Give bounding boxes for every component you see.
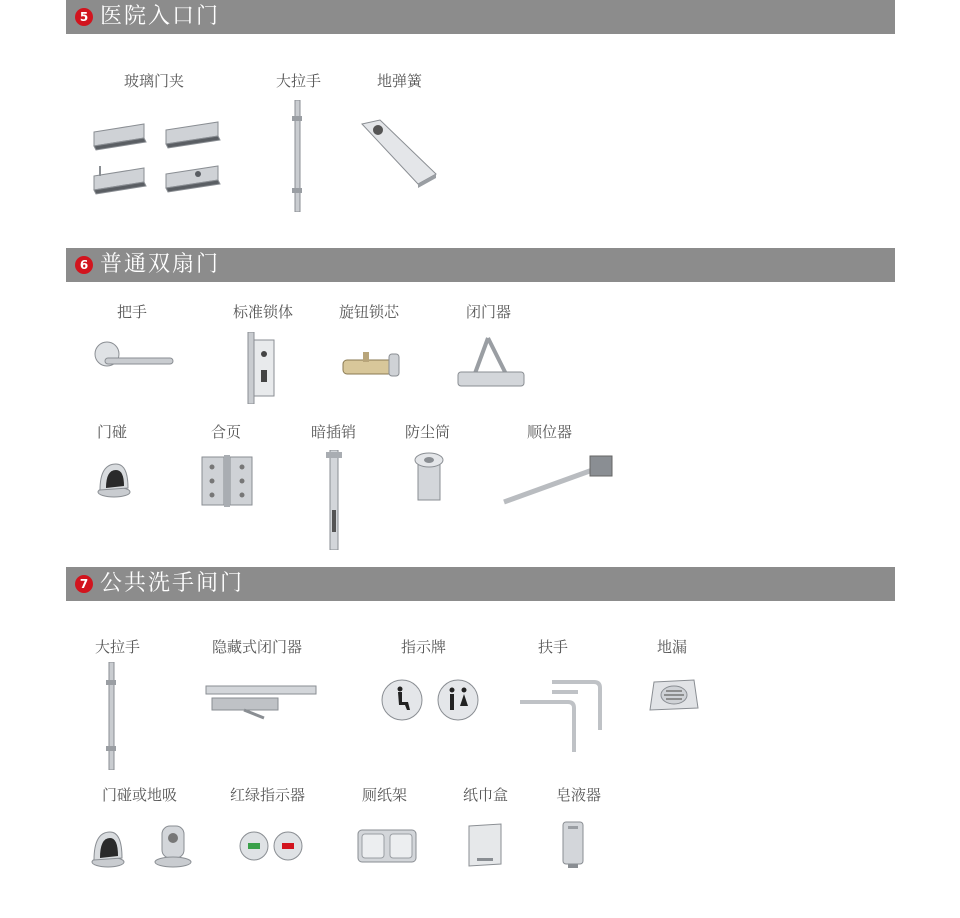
floor-drain-image bbox=[648, 678, 700, 712]
concealed-closer-image bbox=[204, 682, 318, 722]
section-title: 公共洗手间门 bbox=[100, 571, 245, 596]
door-coordinator-image bbox=[498, 452, 616, 508]
toilet-paper-holder-image bbox=[356, 826, 418, 866]
section-header-5 bbox=[66, 0, 895, 34]
product-label-soap-dispenser: 皂液器 bbox=[556, 786, 602, 804]
occupancy-indicator-image bbox=[238, 830, 306, 862]
lock-cylinder-image bbox=[341, 348, 401, 382]
hinge-image bbox=[200, 455, 254, 507]
product-label-pull-handle: 大拉手 bbox=[276, 72, 322, 90]
glass-clamp-image bbox=[90, 118, 225, 200]
pull-handle-image bbox=[290, 100, 306, 212]
section-header-6 bbox=[66, 248, 895, 282]
product-label-lever-handle: 把手 bbox=[117, 303, 148, 321]
product-label-door-stop: 门碰 bbox=[97, 423, 128, 441]
product-label-hinge: 合页 bbox=[211, 423, 242, 441]
product-label-door-stop-or-floor-holder: 门碰或地吸 bbox=[102, 786, 178, 804]
grab-bar-image bbox=[518, 676, 606, 754]
flush-bolt-image bbox=[324, 450, 344, 550]
product-label-pull-handle: 大拉手 bbox=[95, 638, 141, 656]
product-label-occupancy-indicator: 红绿指示器 bbox=[230, 786, 306, 804]
section-number-badge: 7 bbox=[75, 575, 93, 593]
product-label-flush-bolt: 暗插销 bbox=[311, 423, 357, 441]
product-label-floor-drain: 地漏 bbox=[657, 638, 688, 656]
product-label-door-closer: 闭门器 bbox=[466, 303, 512, 321]
door-stop-and-floor-holder-image bbox=[88, 822, 194, 868]
product-label-grab-bar: 扶手 bbox=[538, 638, 569, 656]
product-label-mortise-lock: 标准锁体 bbox=[233, 303, 294, 321]
lever-handle-image bbox=[93, 340, 175, 374]
sign-plates-image bbox=[380, 678, 480, 722]
product-label-toilet-paper-holder: 厕纸架 bbox=[362, 786, 408, 804]
mortise-lock-image bbox=[246, 332, 276, 404]
tissue-box-image bbox=[465, 822, 505, 868]
door-closer-image bbox=[456, 334, 526, 392]
product-label-floor-spring: 地弹簧 bbox=[377, 72, 423, 90]
product-label-concealed-closer: 隐藏式闭门器 bbox=[212, 638, 303, 656]
door-stop-image bbox=[94, 458, 134, 498]
dust-proof-socket-image bbox=[412, 450, 446, 502]
section-number-badge: 5 bbox=[75, 8, 93, 26]
soap-dispenser-image bbox=[560, 818, 586, 870]
product-label-dust-proof-socket: 防尘筒 bbox=[405, 423, 451, 441]
floor-spring-image bbox=[358, 118, 438, 190]
product-label-glass-clamp: 玻璃门夹 bbox=[124, 72, 185, 90]
section-header-7 bbox=[66, 567, 895, 601]
section-number-badge: 6 bbox=[75, 256, 93, 274]
product-label-tissue-box: 纸巾盒 bbox=[463, 786, 509, 804]
product-label-sign-plate: 指示牌 bbox=[401, 638, 447, 656]
product-label-door-coordinator: 顺位器 bbox=[527, 423, 573, 441]
section-title: 普通双扇门 bbox=[100, 252, 221, 277]
section-title: 医院入口门 bbox=[100, 4, 221, 29]
product-label-lock-cylinder: 旋钮锁芯 bbox=[339, 303, 400, 321]
pull-handle-image bbox=[104, 662, 120, 770]
